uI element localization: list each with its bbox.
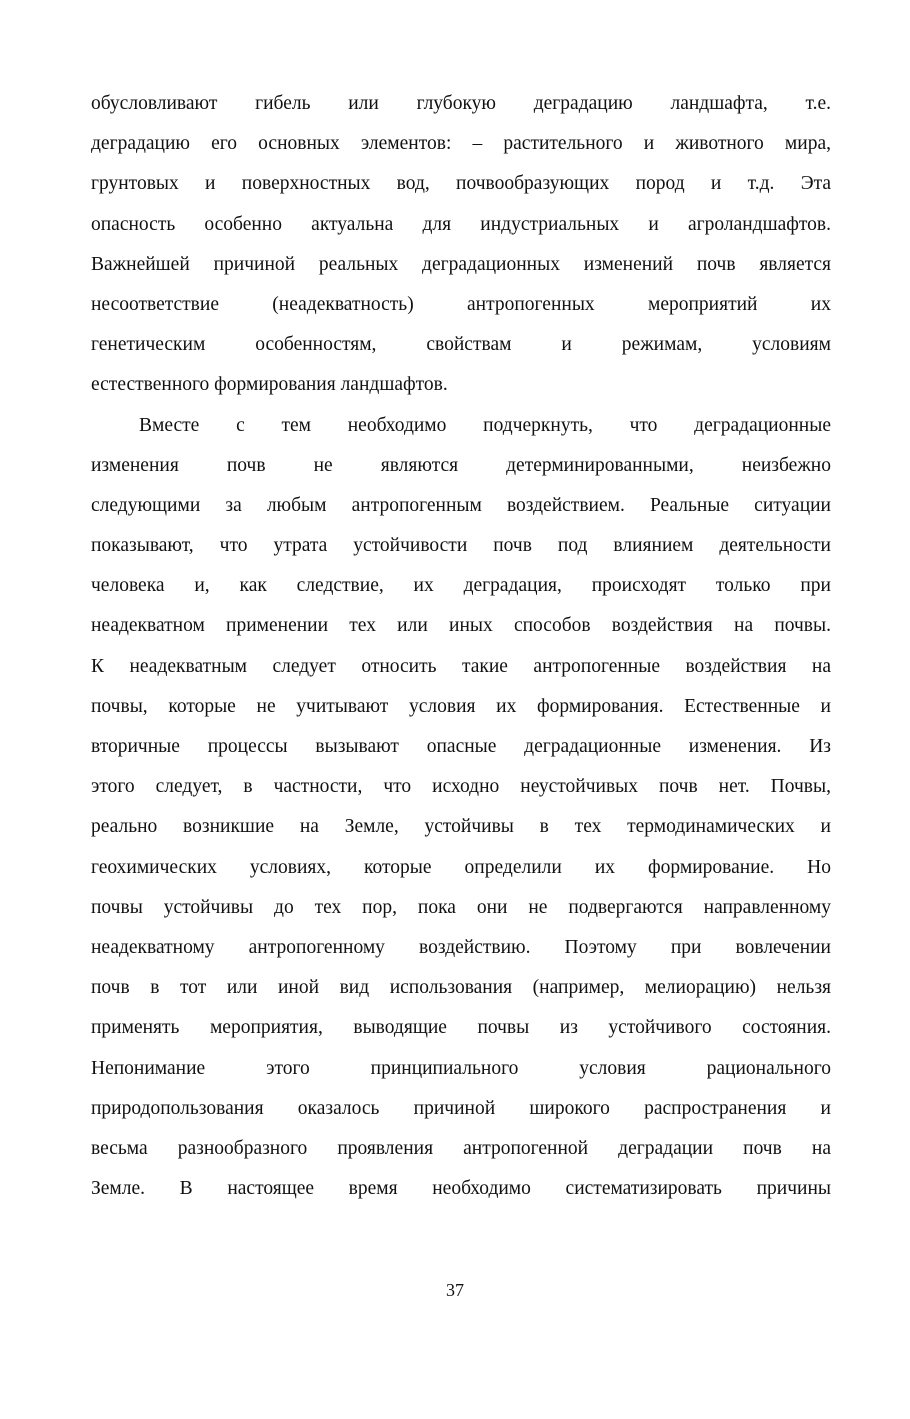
- text-line: весьма разнообразного проявления антропогенной деградации почв на: [91, 1137, 831, 1159]
- text-line: Непонимание этого принципиального условия рационального: [91, 1057, 831, 1079]
- text-line: почвы устойчивы до тех пор, пока они не подвергаются направленному: [91, 896, 831, 918]
- text-line: К неадекватным следует относить такие антропогенные воздействия на: [91, 655, 831, 677]
- text-line: изменения почв не являются детерминированными, неизбежно: [91, 454, 831, 476]
- text-line: несоответствие (неадекватность) антропогенных мероприятий их: [91, 293, 831, 315]
- text-line: почв в тот или иной вид использования (например, мелиорацию) нельзя: [91, 977, 831, 999]
- paragraph-2: [91, 406, 831, 1210]
- text-line: грунтовых и поверхностных вод, почвообразующих пород и т.д. Эта: [91, 173, 831, 195]
- text-line: опасность особенно актуальна для индустриальных и агроландшафтов.: [91, 213, 831, 235]
- text-line: применять мероприятия, выводящие почвы из устойчивого состояния.: [91, 1017, 831, 1039]
- text-line: человека и, как следствие, их деградация, происходят только при: [91, 575, 831, 597]
- text-line: неадекватному антропогенному воздействию. Поэтому при вовлечении: [91, 936, 831, 958]
- text-line: почвы, которые не учитывают условия их формирования. Естественные и: [91, 695, 831, 717]
- text-line: следующими за любым антропогенным воздействием. Реальные ситуации: [91, 494, 831, 516]
- text-line: реально возникшие на Земле, устойчивы в тех термодинамических и: [91, 816, 831, 838]
- text-line: Вместе с тем необходимо подчеркнуть, что деградационные: [139, 414, 831, 436]
- text-line: геохимических условиях, которые определили их формирование. Но: [91, 856, 831, 878]
- body-text: [91, 84, 831, 1209]
- text-line: вторичные процессы вызывают опасные деградационные изменения. Из: [91, 736, 831, 757]
- text-line: обусловливают гибель или глубокую деградацию ландшафта, т.е.: [91, 93, 831, 114]
- text-line: неадекватном применении тех или иных способов воздействия на почвы.: [91, 615, 831, 637]
- text-line: Важнейшей причиной реальных деградационных изменений почв является: [91, 253, 831, 275]
- page-number: 37: [446, 1280, 464, 1300]
- text-line: деградацию его основных элементов: – растительного и животного мира,: [91, 133, 831, 155]
- text-line: этого следует, в частности, что исходно неустойчивых почв нет. Почвы,: [91, 776, 831, 798]
- paragraph-1: [91, 84, 831, 406]
- text-line: естественного формирования ландшафтов.: [91, 374, 448, 396]
- text-line: показывают, что утрата устойчивости почв под влиянием деятельности: [91, 535, 831, 557]
- text-line: природопользования оказалось причиной широкого распространения и: [91, 1097, 831, 1119]
- text-line: генетическим особенностям, свойствам и режимам, условиям: [91, 334, 831, 356]
- text-line: Земле. В настоящее время необходимо систематизировать причины: [91, 1178, 831, 1200]
